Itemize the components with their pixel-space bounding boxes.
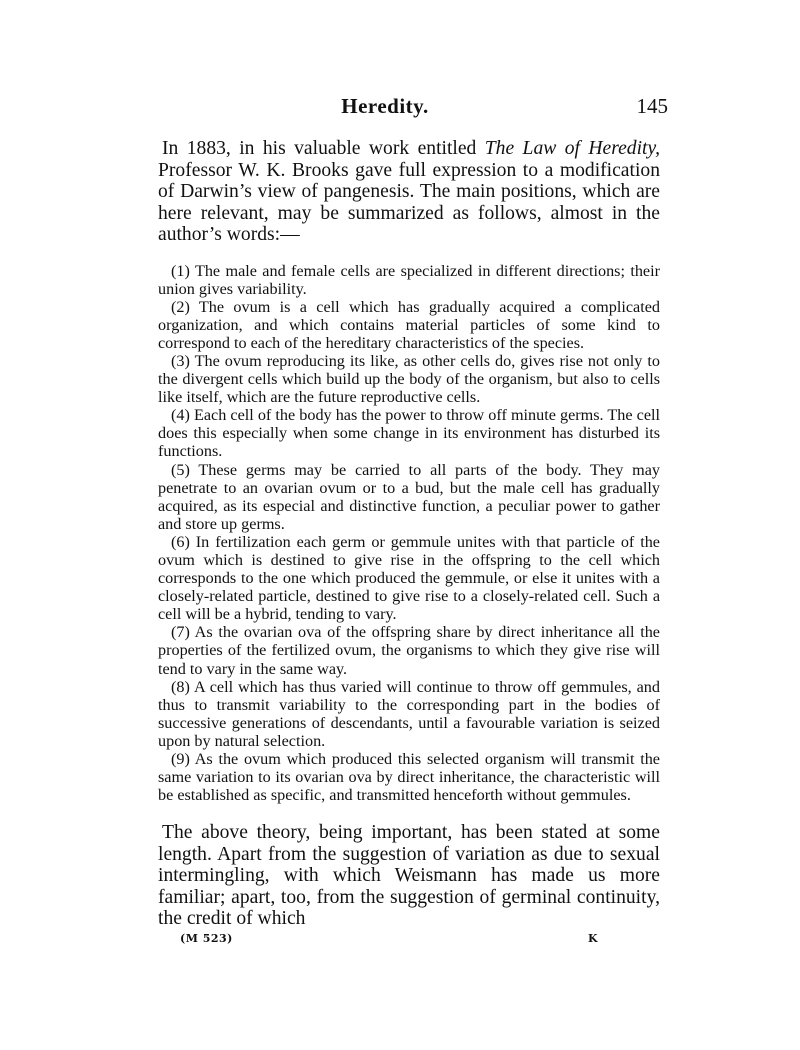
list-item-1: (1) The male and female cells are specialized in different directions; their union gives variability. <box>158 261 660 298</box>
closing-paragraph: The above theory, being important, has been stated at some length. Apart from the suggestion of variation as due to sexual intermingling, with which Weismann has made us more familiar; apart, too, from the suggestion of germinal continuity, the credit of which <box>158 822 660 930</box>
list-item-7: (7) As the ovarian ova of the offspring share by direct inheritance all the properties of the fertilized ovum, the organisms to which they give rise will tend to vary in the same way. <box>158 623 660 678</box>
signature-mark: (M 523) <box>180 931 233 945</box>
signature-line <box>158 932 660 950</box>
signature-letter: K <box>588 931 598 945</box>
list-item-3: (3) The ovum reproducing its like, as other cells do, gives rise not only to the divergent cells which build up the body of the organism, but also to cells like itself, which are the future reproductive cells. <box>158 351 660 407</box>
intro-text-rest: Professor W. K. Brooks gave full expression to a modification of Darwin’s view of pangenesis. The main positions, which are here relevant, may be summarized as follows, almost in the author’s words:— <box>158 159 660 245</box>
intro-text-start: In 1883, in his valuable work entitled <box>162 138 485 159</box>
list-item-4: (4) Each cell of the body has the power to throw off minute germs. The cell does this especially when some change in its environment has disturbed its functions. <box>158 406 660 461</box>
page-number: 145 <box>636 94 668 118</box>
numbered-positions-list <box>158 262 660 805</box>
list-item-8: (8) A cell which has thus varied will continue to throw off gemmules, and thus to transmit variability to the corresponding part in the bodies of successive generations of descendants, until a favourable variation is seized upon by natural selection. <box>158 677 660 750</box>
list-item-9: (9) As the ovum which produced this selected organism will transmit the same variation to its ovarian ova by direct inheritance, the characteristic will be established as specific, and transmitted henceforth without gemmules. <box>158 750 660 805</box>
work-title: The Law of Heredity, <box>484 138 660 159</box>
page-title: Heredity. <box>341 94 429 118</box>
list-item-6: (6) In fertilization each germ or gemmule unites with that particle of the ovum which is destined to give rise in the offspring to the cell which corresponds to the one which produced the gemmule, or else it unites with a closely-related particle, destined to give rise to a closely-related cell. Such a cell will be a hybrid, tending to vary. <box>158 532 660 624</box>
list-item-5: (5) These germs may be carried to all parts of the body. They may penetrate to an ovarian ovum or to a bud, but the male cell has gradually acquired, as its especial and distinctive function, a peculiar power to gather and store up germs. <box>158 460 660 533</box>
intro-paragraph <box>158 138 660 246</box>
page <box>110 92 668 950</box>
running-head <box>110 92 668 124</box>
list-item-2: (2) The ovum is a cell which has gradually acquired a complicated organization, and which contains material particles of some kind to correspond to each of the hereditary characteristics of the species. <box>158 297 660 352</box>
